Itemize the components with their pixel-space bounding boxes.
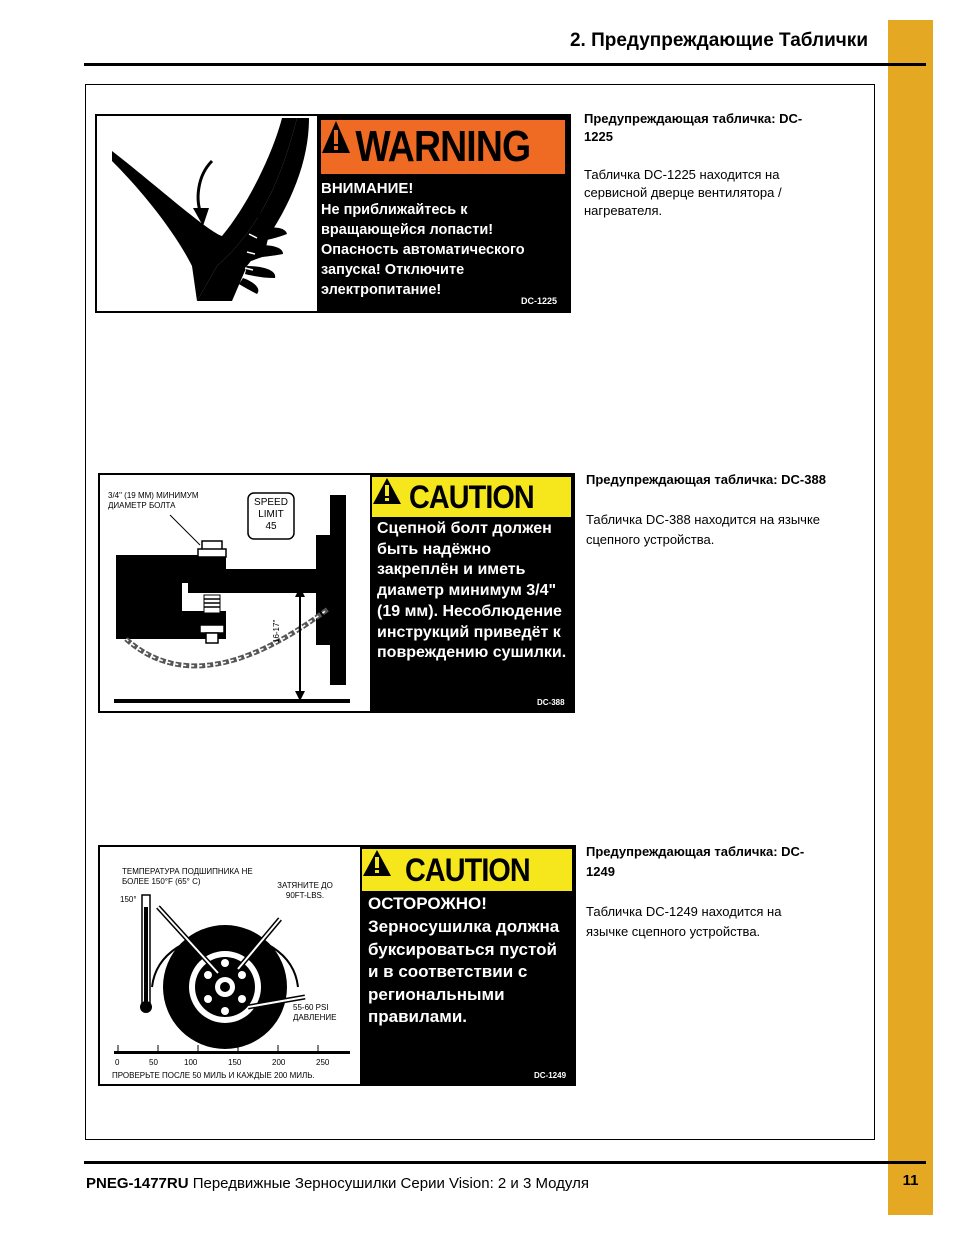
alert-triangle-icon [321,120,351,154]
decal-code: DC-388 [537,698,565,707]
hazard-message: Зерносушилка должна буксироваться пустой и в соответствии с региональными правилами. [368,917,560,1026]
section-title: 2. Предупреждающие Таблички [569,30,868,51]
scale-tick: 50 [149,1058,158,1067]
scale-tick: 200 [272,1058,286,1067]
hitch-height-label: 16-17" [272,619,281,643]
speed-sign-line: LIMIT [258,509,284,520]
scale-tick: 100 [184,1058,198,1067]
doc-title: Передвижные Зерносушилки Серии Vision: 2 и 3 Модуля [192,1175,589,1192]
page-number: 11 [902,1172,919,1189]
doc-id: PNEG-1477RU [86,1175,189,1192]
caption-label: Предупреждающая табличка: DC-1225 [584,111,803,144]
footer-rule [84,1161,926,1164]
thermometer-label: 150° [120,895,137,904]
header-rule [84,63,926,66]
decal-dc-1225 [95,114,571,313]
signal-word-banner [321,120,565,174]
caption-text: Табличка DC-388 находится на язычке сцепного устройства. [586,512,821,547]
hazard-heading: ОСТОРОЖНО! [368,894,487,913]
torque-label: ЗАТЯНИТЕ ДО 90FT-LBS. [277,881,333,900]
decal-caption [584,110,824,220]
signal-word-banner [362,849,572,891]
alert-triangle-icon [362,849,392,877]
tire-pressure-label: 55-60 PSI ДАВЛЕНИЕ [293,1003,337,1022]
alert-triangle-icon [372,477,402,505]
bearing-temp-label: ТЕМПЕРАТУРА ПОДШИПНИКА НЕ БОЛЕЕ 150°F (65° C) [122,867,253,886]
decal-code: DC-1225 [521,296,558,306]
decal-dc-1249 [98,845,576,1086]
hazard-heading: ВНИМАНИЕ! [321,180,414,197]
caption-label: Предупреждающая табличка: DC-1249 [586,844,805,879]
decal-dc-388 [98,473,575,713]
caption-text: Табличка DC-1225 находится на сервисной дверце вентилятора / нагревателя. [584,167,782,218]
section-tab [888,20,933,1215]
signal-word: CAUTION [404,851,530,888]
decal-code: DC-1249 [534,1071,567,1080]
decal-caption [586,842,826,942]
bolt-diameter-label: 3/4" (19 MM) МИНИМУМ ДИАМЕТР БОЛТА [108,491,199,510]
scale-tick: 250 [316,1058,330,1067]
scale-tick: 150 [228,1058,242,1067]
signal-word: WARNING [355,122,531,171]
speed-sign-line: SPEED [254,497,288,508]
hazard-message: Не приближайтесь к вращающейся лопасти! Опасность автоматического запуска! Отключите электропитание! [321,202,525,298]
decal-caption [586,470,826,550]
check-interval-label: ПРОВЕРЬТЕ ПОСЛЕ 50 МИЛЬ И КАЖДЫЕ 200 МИЛЬ. [112,1071,315,1080]
speed-limit-sign [248,497,294,533]
footer [86,1175,589,1192]
scale-tick: 0 [115,1058,120,1067]
signal-word: CAUTION [409,478,534,515]
caption-text: Табличка DC-1249 находится на язычке сцепного устройства. [586,904,782,939]
signal-word-banner [372,477,571,517]
caption-label: Предупреждающая табличка: DC-388 [586,472,826,487]
speed-sign-line: 45 [265,521,277,532]
hazard-message: Сцепной болт должен быть надёжно закреплён и иметь диаметр минимум 3/4" (19 мм). Несоблюдение инструкций приведёт к повреждению сушилки. [377,520,567,662]
